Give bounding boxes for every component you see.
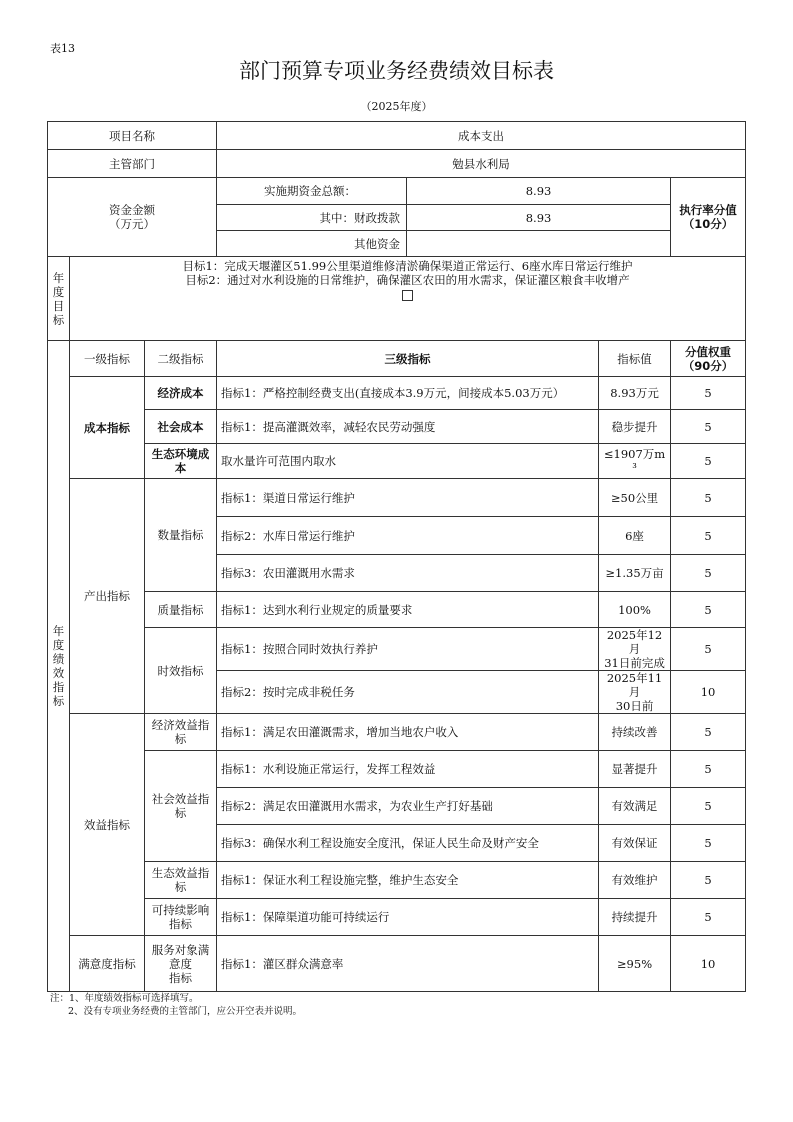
output-level1: 产出指标 [70, 479, 145, 714]
benefit-ecological-level2: 生态效益指标 [145, 862, 217, 899]
timeliness-i1-value-line2: 31日前完成 [604, 656, 665, 670]
output-quantity-level2: 数量指标 [145, 479, 217, 592]
timeliness-i2-value-line2: 30日前 [615, 699, 654, 713]
benefit-economic-level2: 经济效益指标 [145, 714, 217, 751]
output-quality-value: 100% [599, 592, 671, 628]
output-quantity-i3-weight: 5 [671, 555, 746, 592]
cost-economic-value: 8.93万元 [599, 377, 671, 410]
satisfaction-value: ≥95% [599, 936, 671, 992]
table-row [48, 628, 746, 671]
benefit-economic-value: 持续改善 [599, 714, 671, 751]
funds-label-line2: （万元） [109, 217, 156, 231]
table-row [48, 444, 746, 479]
funds-total-row [48, 178, 746, 205]
output-timeliness-i2-weight: 10 [671, 671, 746, 714]
benefit-social-i2-value: 有效满足 [599, 788, 671, 825]
output-quality-weight: 5 [671, 592, 746, 628]
benefit-ecological-weight: 5 [671, 862, 746, 899]
exec-rate-line1: 执行率分值 [679, 203, 737, 217]
funds-total-label: 实施期资金总额： [217, 178, 407, 205]
indicators-side-label: 年度绩效指标 [48, 341, 70, 992]
output-quantity-i1-value: ≥50公里 [599, 479, 671, 517]
cost-economic-weight: 5 [671, 377, 746, 410]
output-quantity-i2-value: 6座 [599, 517, 671, 555]
timeliness-i1-value-line1: 2025年12月 [606, 628, 663, 656]
annual-goals-content [70, 257, 746, 341]
header-weight-line1: 分值权重 [685, 344, 732, 359]
funds-label-line1: 资金金额 [109, 203, 156, 217]
benefit-social-i3-value: 有效保证 [599, 825, 671, 862]
footnote-1: 注：1、年度绩效指标可选择填写。 [50, 993, 199, 1004]
table-row [48, 936, 746, 992]
table-row [48, 592, 746, 628]
table-row [48, 899, 746, 936]
cost-eco-value: ≤1907万m³ [599, 444, 671, 479]
output-timeliness-i2-value [599, 671, 671, 714]
benefit-social-level2: 社会效益指标 [145, 751, 217, 862]
funds-label [48, 178, 217, 257]
project-row [48, 122, 746, 150]
benefit-social-i2-weight: 5 [671, 788, 746, 825]
output-quantity-i2-weight: 5 [671, 517, 746, 555]
satisfaction-level2-line2: 指标 [169, 970, 193, 985]
benefit-sustainable-text: 指标1：保障渠道功能可持续运行 [217, 899, 599, 936]
output-quality-text: 指标1：达到水利行业规定的质量要求 [217, 592, 599, 628]
annual-goals-row [48, 257, 746, 341]
timeliness-i2-value-line1: 2025年11月 [606, 671, 663, 699]
benefit-social-i1-weight: 5 [671, 751, 746, 788]
satisfaction-level1: 满意度指标 [70, 936, 145, 992]
benefit-ecological-text: 指标1：保证水利工程设施完整，维护生态安全 [217, 862, 599, 899]
cost-social-value: 稳步提升 [599, 410, 671, 444]
table-row [48, 479, 746, 517]
output-quantity-i1-weight: 5 [671, 479, 746, 517]
benefit-social-i2-text: 指标2：满足农田灌溉用水需求，为农业生产打好基础 [217, 788, 599, 825]
table-row [48, 862, 746, 899]
header-weight-line2: （90分） [682, 358, 734, 373]
satisfaction-level2 [145, 936, 217, 992]
output-quantity-i3-text: 指标3：农田灌溉用水需求 [217, 555, 599, 592]
header-weight [671, 341, 746, 377]
page-title: 部门预算专项业务经费绩效目标表 [239, 59, 554, 83]
benefit-level1: 效益指标 [70, 714, 145, 936]
cost-eco-weight: 5 [671, 444, 746, 479]
goal-1: 目标1：完成天堰灌区51.99公里渠道维修清淤确保渠道正常运行、6座水库日常运行维护 [182, 259, 633, 273]
cost-level1: 成本指标 [70, 377, 145, 479]
department-label: 主管部门 [48, 150, 217, 178]
benefit-social-i3-weight: 5 [671, 825, 746, 862]
indicator-header-row [48, 341, 746, 377]
header-level1: 一级指标 [70, 341, 145, 377]
performance-table [47, 121, 746, 992]
table-row [48, 377, 746, 410]
project-label: 项目名称 [48, 122, 217, 150]
output-timeliness-i2-text: 指标2：按时完成非税任务 [217, 671, 599, 714]
output-timeliness-i1-value [599, 628, 671, 671]
annual-goals-label: 年度目标 [48, 257, 70, 341]
output-quantity-i2-text: 指标2：水库日常运行维护 [217, 517, 599, 555]
table-row [48, 410, 746, 444]
output-quality-level2: 质量指标 [145, 592, 217, 628]
funds-other-value [407, 231, 671, 257]
benefit-sustainable-weight: 5 [671, 899, 746, 936]
department-row [48, 150, 746, 178]
output-quantity-i3-value: ≥1.35万亩 [599, 555, 671, 592]
header-value: 指标值 [599, 341, 671, 377]
satisfaction-weight: 10 [671, 936, 746, 992]
year-label: （2025年度） [360, 100, 433, 113]
cost-social-weight: 5 [671, 410, 746, 444]
footnotes [50, 992, 302, 1018]
cost-eco-level2: 生态环境成本 [145, 444, 217, 479]
project-value: 成本支出 [217, 122, 746, 150]
benefit-social-i1-value: 显著提升 [599, 751, 671, 788]
satisfaction-level2-line1: 服务对象满意度 [151, 942, 210, 971]
benefit-economic-weight: 5 [671, 714, 746, 751]
benefit-social-i1-text: 指标1：水利设施正常运行，发挥工程效益 [217, 751, 599, 788]
benefit-social-i3-text: 指标3：确保水利工程设施安全度汛，保证人民生命及财产安全 [217, 825, 599, 862]
cost-social-level2: 社会成本 [145, 410, 217, 444]
header-level2: 二级指标 [145, 341, 217, 377]
cost-economic-text: 指标1：严格控制经费支出(直接成本3.9万元，间接成本5.03万元） [217, 377, 599, 410]
cost-social-text: 指标1：提高灌溉效率，减轻农民劳动强度 [217, 410, 599, 444]
table-tag: 表13 [50, 42, 75, 55]
footnote-2: 2、没有专项业务经费的主管部门，应公开空表并说明。 [68, 1006, 303, 1017]
cost-economic-level2: 经济成本 [145, 377, 217, 410]
exec-rate-score [671, 178, 746, 257]
funds-other-label: 其他资金 [217, 231, 407, 257]
cost-eco-text: 取水量许可范围内取水 [217, 444, 599, 479]
benefit-economic-text: 指标1：满足农田灌溉需求，增加当地农户收入 [217, 714, 599, 751]
output-quantity-i1-text: 指标1：渠道日常运行维护 [217, 479, 599, 517]
output-timeliness-i1-weight: 5 [671, 628, 746, 671]
table-row [48, 751, 746, 788]
funds-total-value: 8.93 [407, 178, 671, 205]
satisfaction-text: 指标1：灌区群众满意率 [217, 936, 599, 992]
header-level3: 三级指标 [217, 341, 599, 377]
placeholder-box-icon [402, 290, 413, 301]
funds-fiscal-label: 其中：财政拨款 [217, 205, 407, 231]
benefit-sustainable-level2: 可持续影响指标 [145, 899, 217, 936]
department-value: 勉县水利局 [217, 150, 746, 178]
funds-fiscal-value: 8.93 [407, 205, 671, 231]
benefit-ecological-value: 有效维护 [599, 862, 671, 899]
output-timeliness-level2: 时效指标 [145, 628, 217, 714]
table-row [48, 714, 746, 751]
output-timeliness-i1-text: 指标1：按照合同时效执行养护 [217, 628, 599, 671]
exec-rate-line2: （10分） [682, 217, 734, 231]
goal-2: 目标2：通过对水利设施的日常维护，确保灌区农田的用水需求，保证灌区粮食丰收增产 [185, 273, 630, 287]
benefit-sustainable-value: 持续提升 [599, 899, 671, 936]
